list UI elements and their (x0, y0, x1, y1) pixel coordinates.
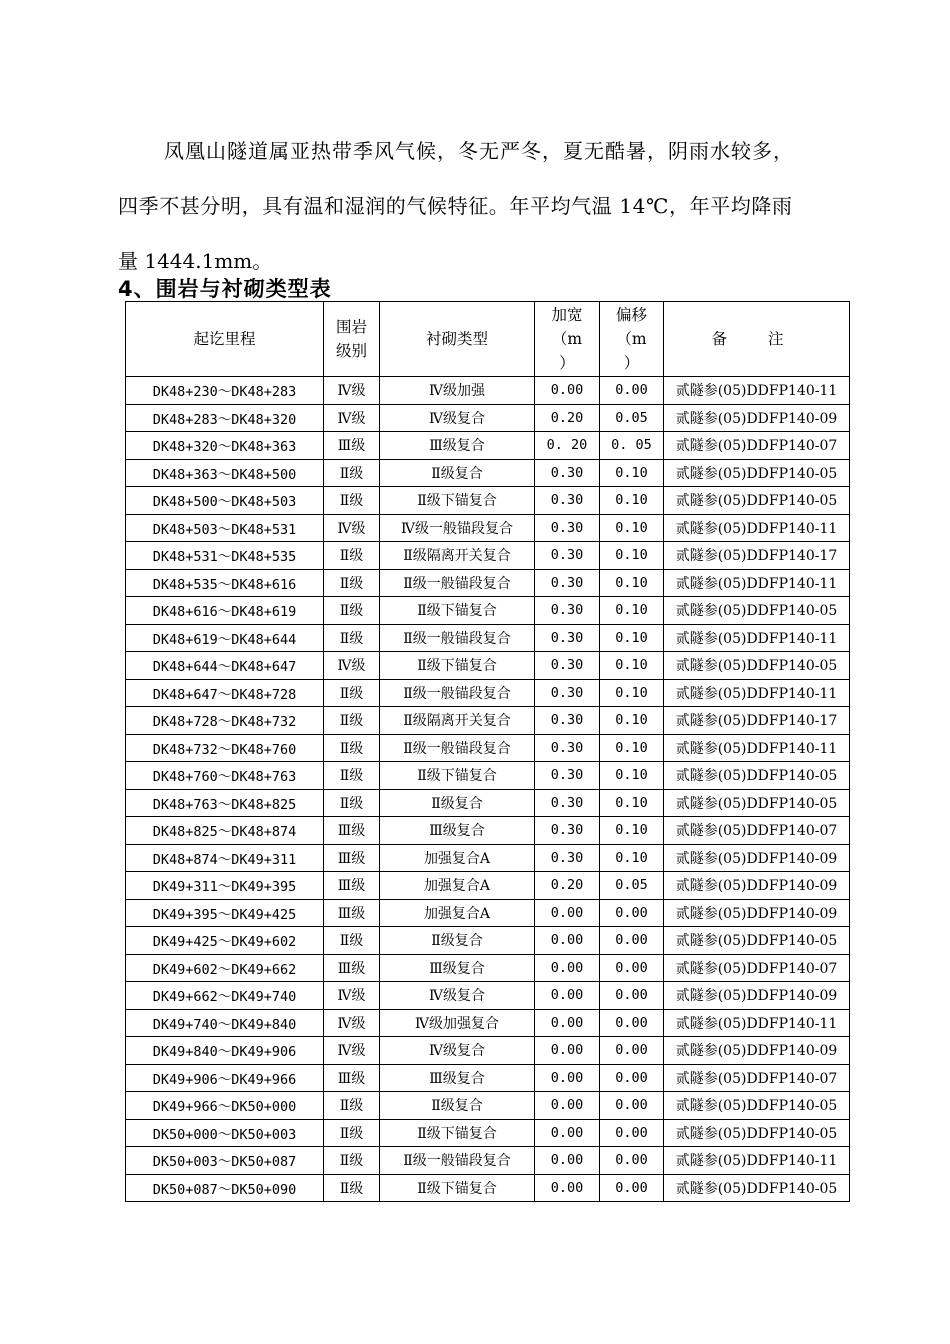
remark-cell: 贰隧参(05)DDFP140-11 (664, 624, 850, 652)
table-row (126, 432, 850, 460)
widening-cell: 0.30 (535, 652, 600, 680)
mileage-cell: DK49+840～DK49+906 (126, 1037, 324, 1065)
intro-line-3: 量 1444.1mm。 (118, 249, 273, 273)
remark-cell: 贰隧参(05)DDFP140-09 (664, 404, 850, 432)
remark-cell: 贰隧参(05)DDFP140-05 (664, 927, 850, 955)
offset-cell: 0.10 (600, 624, 664, 652)
header-remark (664, 302, 850, 377)
mileage-cell: DK49+662～DK49+740 (126, 982, 324, 1010)
remark-cell: 贰隧参(05)DDFP140-07 (664, 432, 850, 460)
rock-grade-cell: Ⅲ级 (324, 1064, 380, 1092)
widening-cell: 0.00 (535, 1174, 600, 1202)
lining-type-cell: Ⅱ级一般锚段复合 (380, 1147, 535, 1175)
lining-type-cell: Ⅱ级下锚复合 (380, 1119, 535, 1147)
rock-grade-cell: Ⅳ级 (324, 1009, 380, 1037)
lining-type-cell: Ⅱ级下锚复合 (380, 1174, 535, 1202)
rock-grade-cell: Ⅱ级 (324, 1092, 380, 1120)
mileage-cell: DK50+000～DK50+003 (126, 1119, 324, 1147)
lining-type-cell: Ⅱ级一般锚段复合 (380, 734, 535, 762)
widening-cell: 0.30 (535, 542, 600, 570)
lining-type-cell: Ⅱ级复合 (380, 459, 535, 487)
rock-grade-cell: Ⅳ级 (324, 652, 380, 680)
mileage-cell: DK48+874～DK49+311 (126, 844, 324, 872)
lining-type-cell: Ⅱ级复合 (380, 927, 535, 955)
remark-cell: 贰隧参(05)DDFP140-09 (664, 899, 850, 927)
rock-grade-cell: Ⅱ级 (324, 789, 380, 817)
lining-type-cell: 加强复合A (380, 844, 535, 872)
remark-cell: 贰隧参(05)DDFP140-09 (664, 1037, 850, 1065)
widening-cell: 0.00 (535, 899, 600, 927)
remark-cell: 贰隧参(05)DDFP140-07 (664, 817, 850, 845)
offset-cell: 0.00 (600, 954, 664, 982)
remark-cell: 贰隧参(05)DDFP140-05 (664, 1092, 850, 1120)
mileage-cell: DK50+003～DK50+087 (126, 1147, 324, 1175)
lining-type-cell: Ⅱ级一般锚段复合 (380, 624, 535, 652)
lining-type-cell: Ⅲ级复合 (380, 817, 535, 845)
lining-type-cell: Ⅳ级加强 (380, 377, 535, 405)
table-row (126, 707, 850, 735)
header-rock-grade (324, 302, 380, 377)
remark-cell: 贰隧参(05)DDFP140-11 (664, 377, 850, 405)
table-row (126, 514, 850, 542)
widening-cell: 0.00 (535, 927, 600, 955)
lining-type-cell: Ⅱ级复合 (380, 1092, 535, 1120)
remark-cell: 贰隧参(05)DDFP140-09 (664, 844, 850, 872)
offset-cell: 0.10 (600, 569, 664, 597)
rock-grade-cell: Ⅱ级 (324, 679, 380, 707)
table-row (126, 734, 850, 762)
offset-cell: 0.10 (600, 707, 664, 735)
lining-type-table (125, 301, 850, 1202)
table-row (126, 569, 850, 597)
rock-grade-cell: Ⅲ级 (324, 954, 380, 982)
lining-type-cell: Ⅱ级下锚复合 (380, 487, 535, 515)
lining-type-cell: Ⅱ级隔离开关复合 (380, 542, 535, 570)
lining-type-cell: Ⅳ级加强复合 (380, 1009, 535, 1037)
table-row (126, 817, 850, 845)
rock-grade-cell: Ⅲ级 (324, 899, 380, 927)
mileage-cell: DK49+602～DK49+662 (126, 954, 324, 982)
rock-grade-cell: Ⅳ级 (324, 514, 380, 542)
mileage-cell: DK48+825～DK48+874 (126, 817, 324, 845)
remark-cell: 贰隧参(05)DDFP140-09 (664, 982, 850, 1010)
offset-cell: 0.10 (600, 459, 664, 487)
offset-cell: 0.00 (600, 927, 664, 955)
lining-type-cell: Ⅳ级复合 (380, 404, 535, 432)
lining-type-cell: Ⅱ级下锚复合 (380, 762, 535, 790)
widening-cell: 0. 20 (535, 432, 600, 460)
mileage-cell: DK48+535～DK48+616 (126, 569, 324, 597)
remark-cell: 贰隧参(05)DDFP140-11 (664, 1147, 850, 1175)
rock-grade-cell: Ⅱ级 (324, 1174, 380, 1202)
offset-cell: 0.00 (600, 1174, 664, 1202)
rock-grade-cell: Ⅳ级 (324, 377, 380, 405)
offset-cell: 0.10 (600, 542, 664, 570)
remark-cell: 贰隧参(05)DDFP140-11 (664, 1009, 850, 1037)
offset-cell: 0.05 (600, 872, 664, 900)
rock-grade-cell: Ⅱ级 (324, 762, 380, 790)
widening-cell: 0.30 (535, 734, 600, 762)
table-row (126, 404, 850, 432)
mileage-cell: DK48+619～DK48+644 (126, 624, 324, 652)
table-row (126, 1009, 850, 1037)
table-header-row (126, 302, 850, 377)
widening-cell: 0.30 (535, 569, 600, 597)
table-row (126, 1119, 850, 1147)
rock-grade-cell: Ⅱ级 (324, 624, 380, 652)
mileage-cell: DK49+395～DK49+425 (126, 899, 324, 927)
lining-type-cell: Ⅳ级一般锚段复合 (380, 514, 535, 542)
lining-type-cell: Ⅳ级复合 (380, 982, 535, 1010)
table-row (126, 927, 850, 955)
widening-cell: 0.30 (535, 817, 600, 845)
remark-cell: 贰隧参(05)DDFP140-05 (664, 652, 850, 680)
table-row (126, 844, 850, 872)
offset-cell: 0.00 (600, 377, 664, 405)
offset-cell: 0.10 (600, 844, 664, 872)
mileage-cell: DK48+363～DK48+500 (126, 459, 324, 487)
rock-grade-cell: Ⅳ级 (324, 982, 380, 1010)
widening-cell: 0.00 (535, 982, 600, 1010)
offset-cell: 0.05 (600, 404, 664, 432)
widening-cell: 0.30 (535, 789, 600, 817)
offset-cell: 0.10 (600, 817, 664, 845)
remark-cell: 贰隧参(05)DDFP140-09 (664, 872, 850, 900)
rock-grade-cell: Ⅲ级 (324, 872, 380, 900)
mileage-cell: DK48+503～DK48+531 (126, 514, 324, 542)
lining-type-cell: 加强复合A (380, 872, 535, 900)
mileage-cell: DK48+644～DK48+647 (126, 652, 324, 680)
table-row (126, 1147, 850, 1175)
widening-cell: 0.00 (535, 1009, 600, 1037)
table-row (126, 1064, 850, 1092)
remark-cell: 贰隧参(05)DDFP140-11 (664, 679, 850, 707)
offset-cell: 0.00 (600, 1092, 664, 1120)
section-heading: 4、围岩与衬砌类型表 (118, 277, 332, 301)
lining-type-cell: Ⅱ级一般锚段复合 (380, 569, 535, 597)
offset-cell: 0.00 (600, 1119, 664, 1147)
rock-grade-cell: Ⅱ级 (324, 1119, 380, 1147)
widening-cell: 0.30 (535, 514, 600, 542)
mileage-cell: DK49+740～DK49+840 (126, 1009, 324, 1037)
widening-cell: 0.30 (535, 487, 600, 515)
table-row (126, 872, 850, 900)
remark-cell: 贰隧参(05)DDFP140-11 (664, 514, 850, 542)
remark-cell: 贰隧参(05)DDFP140-05 (664, 762, 850, 790)
widening-cell: 0.30 (535, 597, 600, 625)
mileage-cell: DK48+230～DK48+283 (126, 377, 324, 405)
widening-cell: 0.30 (535, 844, 600, 872)
mileage-cell: DK48+732～DK48+760 (126, 734, 324, 762)
table-row (126, 1174, 850, 1202)
header-offset (600, 302, 664, 377)
lining-type-cell: Ⅱ级下锚复合 (380, 652, 535, 680)
table-row (126, 542, 850, 570)
offset-cell: 0.00 (600, 1009, 664, 1037)
table-row (126, 789, 850, 817)
remark-cell: 贰隧参(05)DDFP140-11 (664, 734, 850, 762)
header-widening-line3: ） (559, 354, 575, 372)
remark-cell: 贰隧参(05)DDFP140-17 (664, 707, 850, 735)
widening-cell: 0.00 (535, 1119, 600, 1147)
offset-cell: 0.00 (600, 1037, 664, 1065)
mileage-cell: DK48+531～DK48+535 (126, 542, 324, 570)
offset-cell: 0.10 (600, 652, 664, 680)
intro-paragraph (118, 124, 858, 289)
widening-cell: 0.30 (535, 762, 600, 790)
remark-cell: 贰隧参(05)DDFP140-05 (664, 1174, 850, 1202)
rock-grade-cell: Ⅱ级 (324, 1147, 380, 1175)
widening-cell: 0.00 (535, 1037, 600, 1065)
lining-type-cell: Ⅱ级复合 (380, 789, 535, 817)
mileage-cell: DK48+763～DK48+825 (126, 789, 324, 817)
header-widening-line2: （m (551, 330, 583, 348)
offset-cell: 0. 05 (600, 432, 664, 460)
widening-cell: 0.30 (535, 459, 600, 487)
rock-grade-cell: Ⅲ级 (324, 432, 380, 460)
rock-grade-cell: Ⅳ级 (324, 1037, 380, 1065)
table-row (126, 679, 850, 707)
lining-type-cell: Ⅱ级下锚复合 (380, 597, 535, 625)
mileage-cell: DK48+647～DK48+728 (126, 679, 324, 707)
mileage-cell: DK49+966～DK50+000 (126, 1092, 324, 1120)
offset-cell: 0.00 (600, 899, 664, 927)
lining-type-cell: Ⅲ级复合 (380, 954, 535, 982)
remark-cell: 贰隧参(05)DDFP140-17 (664, 542, 850, 570)
header-offset-line3: ） (623, 354, 640, 372)
rock-grade-cell: Ⅱ级 (324, 927, 380, 955)
header-rock-grade-line1: 围岩 (335, 318, 367, 336)
widening-cell: 0.00 (535, 1064, 600, 1092)
widening-cell: 0.30 (535, 707, 600, 735)
table-row (126, 954, 850, 982)
table-row (126, 597, 850, 625)
widening-cell: 0.20 (535, 404, 600, 432)
intro-line-1: 凤凰山隧道属亚热带季风气候，冬无严冬，夏无酷暑，阴雨水较多， (164, 139, 794, 163)
widening-cell: 0.20 (535, 872, 600, 900)
remark-cell: 贰隧参(05)DDFP140-07 (664, 954, 850, 982)
offset-cell: 0.10 (600, 514, 664, 542)
header-offset-line1: 偏移 (615, 306, 647, 324)
rock-grade-cell: Ⅱ级 (324, 597, 380, 625)
lining-type-cell: 加强复合A (380, 899, 535, 927)
mileage-cell: DK48+320～DK48+363 (126, 432, 324, 460)
header-widening-line1: 加宽 (551, 306, 583, 324)
remark-cell: 贰隧参(05)DDFP140-11 (664, 569, 850, 597)
mileage-cell: DK49+311～DK49+395 (126, 872, 324, 900)
rock-grade-cell: Ⅲ级 (324, 844, 380, 872)
rock-grade-cell: Ⅱ级 (324, 569, 380, 597)
header-rock-grade-line2: 级别 (335, 342, 367, 360)
mileage-cell: DK48+760～DK48+763 (126, 762, 324, 790)
intro-line-2: 四季不甚分明，具有温和湿润的气候特征。年平均气温 14℃，年平均降雨 (118, 194, 793, 218)
table-row (126, 487, 850, 515)
mileage-cell: DK48+500～DK48+503 (126, 487, 324, 515)
mileage-cell: DK48+728～DK48+732 (126, 707, 324, 735)
lining-type-cell: Ⅱ级隔离开关复合 (380, 707, 535, 735)
rock-grade-cell: Ⅱ级 (324, 734, 380, 762)
mileage-cell: DK50+087～DK50+090 (126, 1174, 324, 1202)
table-row (126, 762, 850, 790)
widening-cell: 0.30 (535, 679, 600, 707)
lining-type-cell: Ⅱ级一般锚段复合 (380, 679, 535, 707)
remark-cell: 贰隧参(05)DDFP140-05 (664, 487, 850, 515)
table-row (126, 1092, 850, 1120)
offset-cell: 0.00 (600, 982, 664, 1010)
header-remark-label: 备 注 (711, 330, 802, 348)
table-row (126, 624, 850, 652)
widening-cell: 0.00 (535, 1092, 600, 1120)
offset-cell: 0.10 (600, 734, 664, 762)
mileage-cell: DK49+425～DK49+602 (126, 927, 324, 955)
rock-grade-cell: Ⅱ级 (324, 707, 380, 735)
remark-cell: 贰隧参(05)DDFP140-07 (664, 1064, 850, 1092)
rock-grade-cell: Ⅲ级 (324, 817, 380, 845)
rock-grade-cell: Ⅱ级 (324, 459, 380, 487)
widening-cell: 0.30 (535, 624, 600, 652)
remark-cell: 贰隧参(05)DDFP140-05 (664, 789, 850, 817)
offset-cell: 0.00 (600, 1064, 664, 1092)
table-row (126, 652, 850, 680)
table-row (126, 1037, 850, 1065)
lining-type-cell: Ⅲ级复合 (380, 1064, 535, 1092)
remark-cell: 贰隧参(05)DDFP140-05 (664, 459, 850, 487)
mileage-cell: DK48+283～DK48+320 (126, 404, 324, 432)
mileage-cell: DK48+616～DK48+619 (126, 597, 324, 625)
offset-cell: 0.10 (600, 762, 664, 790)
widening-cell: 0.00 (535, 1147, 600, 1175)
header-widening (535, 302, 600, 377)
lining-type-cell: Ⅳ级复合 (380, 1037, 535, 1065)
widening-cell: 0.00 (535, 954, 600, 982)
table-row (126, 899, 850, 927)
rock-grade-cell: Ⅱ级 (324, 487, 380, 515)
mileage-cell: DK49+906～DK49+966 (126, 1064, 324, 1092)
offset-cell: 0.10 (600, 597, 664, 625)
rock-grade-cell: Ⅳ级 (324, 404, 380, 432)
offset-cell: 0.10 (600, 789, 664, 817)
header-offset-line2: （m (616, 330, 647, 348)
header-mileage: 起讫里程 (126, 302, 324, 377)
rock-grade-cell: Ⅱ级 (324, 542, 380, 570)
widening-cell: 0.00 (535, 377, 600, 405)
remark-cell: 贰隧参(05)DDFP140-05 (664, 1119, 850, 1147)
table-row (126, 377, 850, 405)
remark-cell: 贰隧参(05)DDFP140-05 (664, 597, 850, 625)
lining-type-cell: Ⅲ级复合 (380, 432, 535, 460)
table-row (126, 459, 850, 487)
header-lining-type: 衬砌类型 (380, 302, 535, 377)
offset-cell: 0.10 (600, 679, 664, 707)
table-row (126, 982, 850, 1010)
offset-cell: 0.00 (600, 1147, 664, 1175)
offset-cell: 0.10 (600, 487, 664, 515)
